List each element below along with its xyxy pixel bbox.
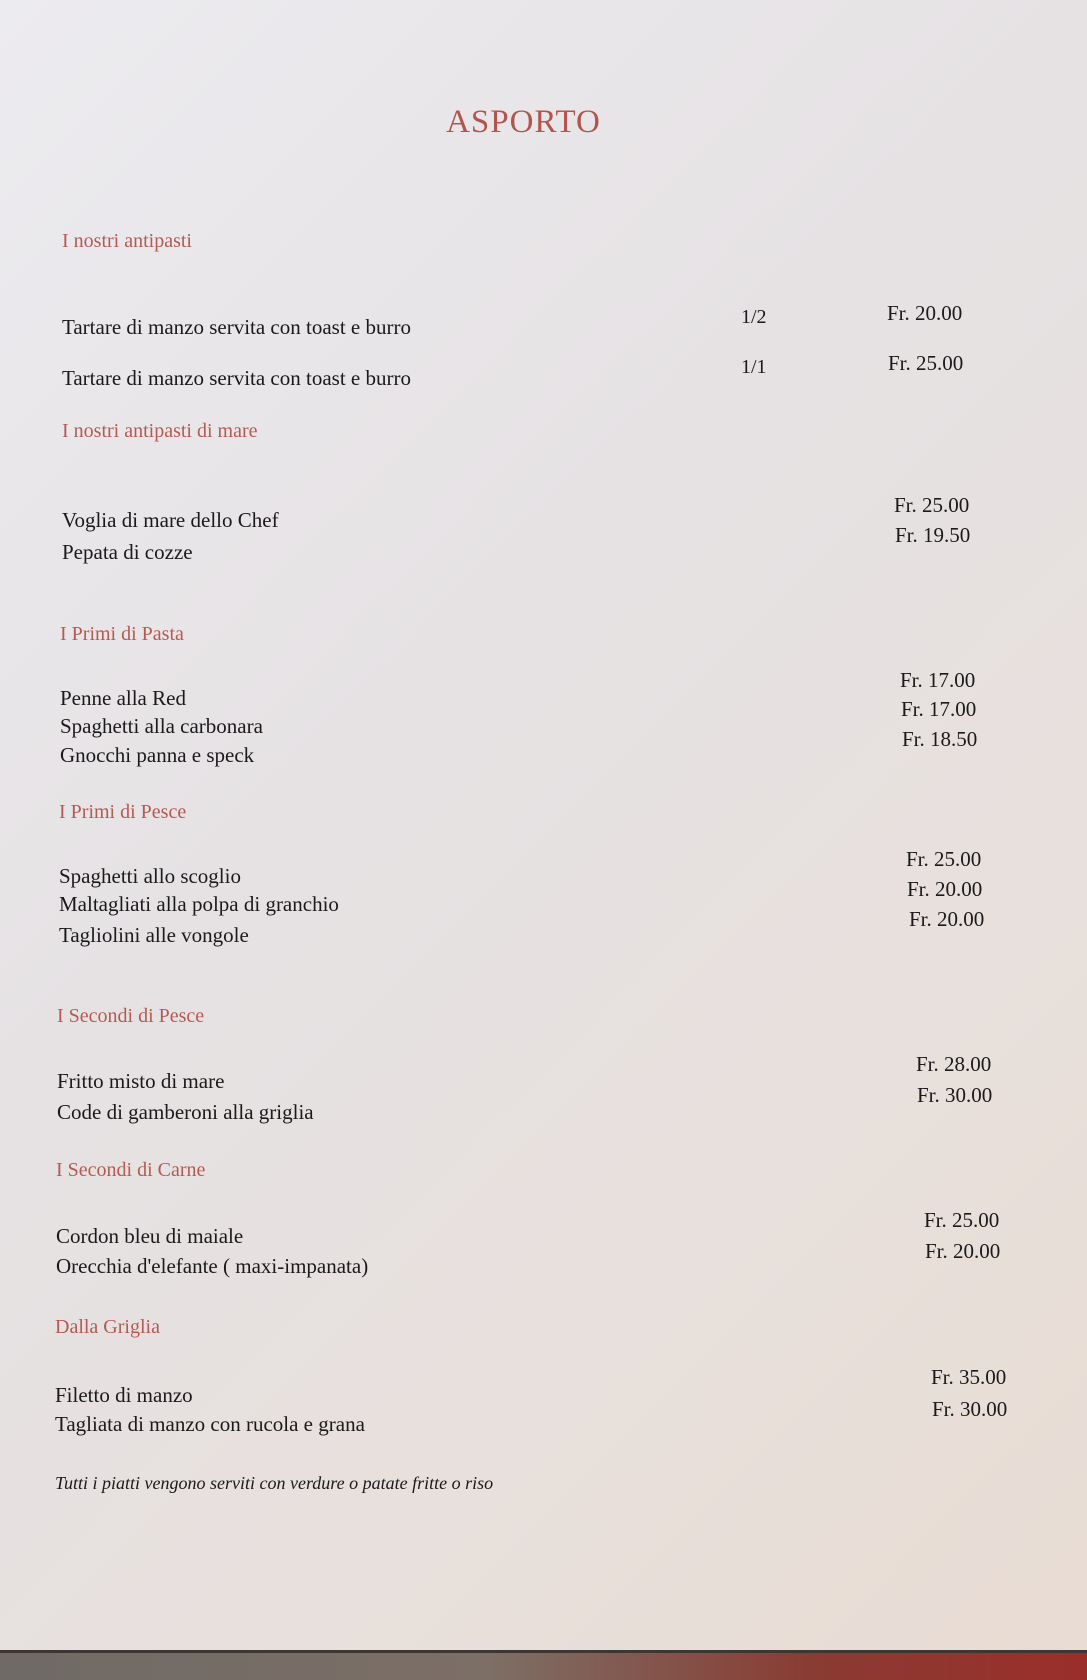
- menu-item-name: Voglia di mare dello Chef: [62, 508, 279, 532]
- menu-item-portion: 1/1: [741, 356, 767, 378]
- menu-item-price: Fr. 25.00: [924, 1208, 1000, 1232]
- menu-item-name: Cordon bleu di maiale: [56, 1224, 244, 1248]
- menu-item-name: Filetto di manzo: [55, 1383, 193, 1407]
- menu-item-name: Tartare di manzo servita con toast e burro: [62, 366, 411, 390]
- section-heading: I nostri antipasti di mare: [62, 420, 258, 442]
- menu-item-name: Spaghetti alla carbonara: [60, 714, 263, 738]
- menu-item-portion: 1/2: [741, 306, 767, 328]
- menu-item-name: Orecchia d'elefante ( maxi-impanata): [56, 1254, 369, 1278]
- menu-title: ASPORTO: [446, 104, 601, 140]
- menu-item-price: Fr. 17.00: [900, 668, 976, 692]
- section-heading: I Secondi di Carne: [56, 1159, 206, 1181]
- menu-item-name: Tartare di manzo servita con toast e burro: [62, 315, 411, 339]
- menu-item-price: Fr. 25.00: [888, 351, 964, 375]
- menu-item-price: Fr. 20.00: [909, 907, 985, 931]
- menu-item-price: Fr. 25.00: [906, 847, 982, 871]
- menu-item-name: Tagliata di manzo con rucola e grana: [55, 1412, 365, 1436]
- menu-item-name: Pepata di cozze: [62, 540, 193, 564]
- menu-item-name: Tagliolini alle vongole: [59, 923, 249, 947]
- menu-item-name: Maltagliati alla polpa di granchio: [59, 892, 339, 916]
- menu-item-price: Fr. 30.00: [917, 1083, 993, 1107]
- menu-item-price: Fr. 20.00: [925, 1239, 1001, 1263]
- table-surface-edge: [0, 1650, 1087, 1680]
- menu-item-price: Fr. 25.00: [894, 493, 970, 517]
- section-heading: Dalla Griglia: [55, 1316, 160, 1338]
- menu-item-name: Penne alla Red: [60, 686, 186, 710]
- menu-item-name: Spaghetti allo scoglio: [59, 864, 241, 888]
- section-heading: I Secondi di Pesce: [57, 1005, 205, 1027]
- menu-item-name: Code di gamberoni alla griglia: [57, 1100, 314, 1124]
- menu-item-price: Fr. 18.50: [902, 727, 978, 751]
- section-heading: I nostri antipasti: [62, 230, 192, 252]
- menu-item-price: Fr. 17.00: [901, 697, 977, 721]
- menu-item-price: Fr. 20.00: [907, 877, 983, 901]
- menu-item-price: Fr. 19.50: [895, 523, 971, 547]
- section-heading: I Primi di Pasta: [60, 623, 184, 645]
- menu-item-name: Fritto misto di mare: [57, 1069, 225, 1093]
- section-heading: I Primi di Pesce: [59, 801, 187, 823]
- menu-item-price: Fr. 35.00: [931, 1365, 1007, 1389]
- menu-item-price: Fr. 30.00: [932, 1397, 1008, 1421]
- menu-item-price: Fr. 20.00: [887, 301, 963, 325]
- menu-item-name: Gnocchi panna e speck: [60, 743, 255, 767]
- menu-footnote: Tutti i piatti vengono serviti con verdure o patate fritte o riso: [55, 1473, 494, 1493]
- menu-item-price: Fr. 28.00: [916, 1052, 992, 1076]
